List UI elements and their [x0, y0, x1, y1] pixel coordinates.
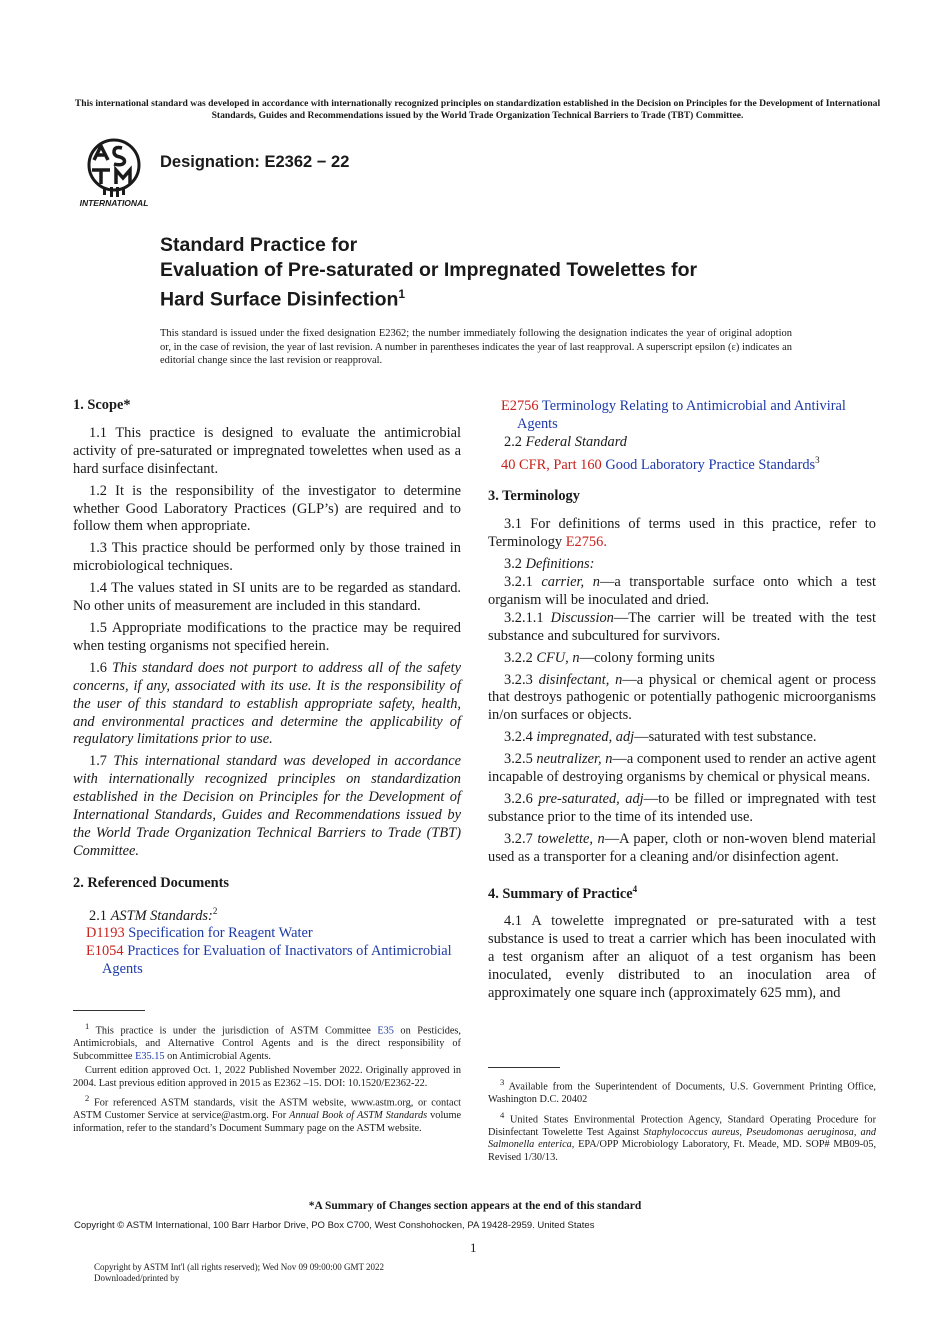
def-text: —a component used to render an active agent incapable of destroying organisms by chemical or physical means.	[488, 751, 877, 786]
footnote-2	[73, 1092, 461, 1135]
footnote-2-mark: 2	[85, 1093, 90, 1104]
ref-code[interactable]: 40 CFR, Part 160	[501, 456, 602, 473]
para-1-1: 1.1 This practice is designed to evaluate the antimicrobial activity of pre-saturated or impregnated towelettes when used as a hard surface disinfectant.	[73, 424, 461, 477]
title-line-1: Standard Practice for	[160, 234, 358, 256]
def-term: towelette, n	[537, 830, 605, 847]
footnote-3-text: Available from the Superintendent of Documents, U.S. Government Printing Office, Washington D.C. 20402	[488, 1081, 877, 1106]
def-text: —A paper, cloth or non-woven blend material used as a transporter for a cleaning and/or disinfection agent.	[488, 830, 876, 865]
title-line-3	[160, 282, 860, 312]
para-3-2-2	[488, 650, 876, 668]
def-number: 3.2.2	[504, 649, 533, 666]
ref-sup: 3	[815, 454, 820, 465]
page-number: 1	[470, 1240, 477, 1255]
footnote-2-text-b: volume information, refer to the standard’s Document Summary page on the ASTM website.	[73, 1110, 462, 1134]
footnote-2-italic: Annual Book of ASTM Standards	[289, 1110, 428, 1122]
title-line-2: Evaluation of Pre-saturated or Impregnated Towelettes for	[160, 258, 698, 281]
def-number: 3.2.7	[504, 830, 533, 847]
footnote-4	[488, 1109, 876, 1165]
para-2-2-text: Federal Standard	[525, 433, 627, 450]
left-footnotes	[73, 1020, 461, 1138]
para-2-1-text: ASTM Standards:	[110, 907, 213, 924]
def-term: carrier, n	[541, 574, 600, 591]
para-2-2	[488, 434, 876, 452]
ref-title[interactable]: Good Laboratory Practice Standards	[605, 456, 816, 473]
para-2-1-number: 2.1	[89, 907, 107, 924]
def-number: 3.2.1	[504, 574, 533, 591]
footnote-1	[73, 1020, 461, 1063]
reference-e2756[interactable]	[488, 398, 876, 434]
ref-code[interactable]: E2756	[501, 398, 539, 414]
footnote-4-text-b: EPA/OPP Microbiology Laboratory, Ft. Meade, MD. SOP# MB09-05, Revised 1/30/13.	[488, 1139, 877, 1163]
def-number: 3.2.3	[504, 671, 533, 688]
para-3-2	[488, 556, 876, 574]
para-4-1: 4.1 A towelette impregnated or pre-saturated with a test substance is used to treat a carrier which has been inoculated with a test organism after an aliquot of a test organism has been inoculated, evenly distributed to an inoculation area of approximately one square inch (approximately 625 mm), and	[488, 913, 876, 1001]
def-text: —a transportable surface onto which a test organism will be inoculated and dried.	[488, 574, 876, 608]
footnote-1-text-a: This practice is under the jurisdiction of ASTM Committee	[95, 1025, 371, 1037]
def-term: pre-saturated, adj	[538, 791, 644, 808]
footnote-link-e35[interactable]: E35	[377, 1025, 394, 1037]
ref-code[interactable]: E1054	[86, 943, 124, 960]
footnote-3-mark: 3	[500, 1077, 505, 1087]
page-title	[160, 233, 860, 312]
ref-code[interactable]: D1193	[86, 925, 125, 942]
para-3-2-text: Definitions:	[525, 556, 595, 573]
footnote-4-mark: 4	[500, 1109, 505, 1120]
section-2-heading: 2. Referenced Documents	[73, 874, 229, 891]
footnote-2-text-a: For referenced ASTM standards, visit the ASTM website, www.astm.org, or contact ASTM Customer Service at service@astm.org. For	[73, 1097, 462, 1122]
para-3-2-1-1	[488, 610, 876, 646]
def-term: Discussion	[550, 609, 614, 626]
def-text: —a physical or chemical agent or process that destroys pathogenic or potentially pathogenic microorganisms in/on surfaces or objects.	[488, 671, 876, 724]
download-notice	[94, 1262, 384, 1284]
footnote-1-text-b: on Pesticides, Antimicrobials, and Alternative Control Agents and is the direct responsibility of Subcommittee	[73, 1025, 461, 1062]
para-3-1	[488, 516, 876, 552]
def-text: —colony forming units	[579, 649, 715, 666]
para-1-6-text: This standard does not purport to address all of the safety concerns, if any, associated with its use. It is the responsibility of the user of this standard to establish appropriate safety, health, and environmental practices and determine the applicability of regulatory limitations prior to use.	[73, 659, 461, 748]
summary-of-changes-note: *A Summary of Changes section appears at the end of this standard	[308, 1200, 642, 1212]
title-line-3-text: Hard Surface Disinfection	[160, 288, 399, 311]
para-1-7-number: 1.7	[89, 753, 107, 770]
para-1-5: 1.5 Appropriate modifications to the practice may be required when testing organisms not specified herein.	[73, 619, 461, 654]
para-1-4: 1.4 The values stated in SI units are to be regarded as standard. No other units of measurement are included in this standard.	[73, 580, 461, 615]
def-number: 3.2.4	[504, 729, 533, 746]
para-1-6-number: 1.6	[89, 659, 107, 676]
footnote-separator-right	[488, 1067, 560, 1068]
title-footnote-mark: 1	[398, 287, 406, 301]
footnote-4-italic: Staphylococcus aureus, Pseudomonas aeruginosa, and Salmonella enterica,	[488, 1126, 876, 1151]
para-2-2-number: 2.2	[504, 433, 522, 450]
para-2-1	[73, 903, 461, 926]
def-text: —saturated with test substance.	[634, 729, 817, 746]
para-1-6	[73, 660, 461, 750]
def-term: CFU, n	[536, 649, 580, 666]
reference-e1054[interactable]	[73, 943, 461, 979]
footnote-3	[488, 1076, 876, 1107]
def-text: —The carrier will be treated with the test substance and subcultured for survivors.	[488, 609, 876, 644]
section-4-sup: 4	[632, 883, 638, 894]
ref-title[interactable]: Practices for Evaluation of Inactivators of Antimicrobial Agents	[102, 943, 452, 978]
para-3-2-3	[488, 672, 876, 726]
section-1-heading: 1. Scope*	[73, 397, 131, 413]
para-1-7	[73, 753, 461, 860]
footnote-1-edition: Current edition approved Oct. 1, 2022 Published November 2022. Originally approved in 2004. Last previous edition approved in 2015 as E2362 –15. DOI: 10.1520/E2362-22.	[73, 1065, 461, 1089]
para-1-3: 1.3 This practice should be performed only by those trained in microbiological techniques.	[73, 540, 461, 575]
copyright-line: Copyright © ASTM International, 100 Barr Harbor Drive, PO Box C700, West Conshohocken, PA 19428-2959. United States	[74, 1220, 595, 1231]
astm-logo	[74, 138, 154, 210]
para-3-1-text: 3.1 For definitions of terms used in this practice, refer to Terminology	[488, 516, 876, 551]
ref-title[interactable]: Specification for Reagent Water	[128, 925, 313, 942]
footnote-1-text-c: on Antimicrobial Agents.	[167, 1050, 271, 1062]
para-3-2-number: 3.2	[504, 556, 522, 573]
footnote-link-e35-15[interactable]: E35.15	[135, 1050, 165, 1062]
footnote-4-text-a: United States Environmental Protection Agency, Standard Operating Procedure for Disinfectant Towelette Test Against	[488, 1114, 876, 1138]
top-notice: This international standard was developed in accordance with internationally recognized principles on standardization established in the Decision on Principles for the Development of International Standards, Guides and Recommendations issued by the World Trade Organization Technical Barriers to Trade (TBT) Committee.	[74, 98, 881, 121]
def-number: 3.2.5	[504, 751, 533, 768]
para-3-2-4	[488, 729, 876, 747]
def-number: 3.2.6	[504, 791, 533, 808]
astm-logo-icon	[74, 138, 154, 210]
def-term: neutralizer, n	[536, 751, 613, 768]
download-line-1: Copyright by ASTM Int'l (all rights reserved); Wed Nov 09 09:00:00 GMT 2022	[94, 1262, 385, 1272]
footnote-separator-left	[73, 1010, 145, 1011]
def-term: disinfectant, n	[538, 671, 623, 688]
para-3-2-7	[488, 831, 876, 867]
para-3-2-1	[488, 574, 876, 610]
reference-d1193[interactable]	[73, 925, 461, 943]
para-1-7-text: This international standard was developed in accordance with internationally recognized principles on standardization established in the Decision on Principles for the Development of International Standards, Guides and Recommendations issued by the World Trade Organization Technical Barriers to Trade (TBT) Committee.	[73, 753, 461, 859]
link-e2756[interactable]: E2756.	[565, 534, 607, 551]
para-3-2-5	[488, 751, 876, 787]
right-column	[488, 398, 876, 1007]
reference-40cfr160[interactable]	[488, 452, 876, 475]
para-3-2-6	[488, 791, 876, 827]
section-3-heading: 3. Terminology	[488, 488, 580, 505]
download-line-2: Downloaded/printed by	[94, 1273, 180, 1283]
def-text: —to be filled or impregnated with test substance prior to the time of its intended use.	[488, 791, 876, 825]
logo-text: INTERNATIONAL	[79, 198, 149, 208]
left-column	[73, 397, 461, 979]
section-4-heading	[488, 881, 876, 904]
footnote-1-mark: 1	[85, 1021, 90, 1031]
para-2-1-sup: 2	[212, 905, 218, 916]
issue-note: This standard is issued under the fixed designation E2362; the number immediately following the designation indicates the year of original adoption or, in the case of revision, the year of last revision. A number in parentheses indicates the year of last reapproval. A superscript epsilon (ε) indicates an editorial change since the last revision or reapproval.	[160, 328, 792, 366]
right-footnotes	[488, 1076, 876, 1166]
ref-title[interactable]: Terminology Relating to Antimicrobial and Antiviral Agents	[517, 398, 846, 432]
def-term: impregnated, adj	[536, 729, 635, 746]
para-1-2: 1.2 It is the responsibility of the investigator to determine whether Good Laboratory Practices (GLP’s) are required and to follow them when appropriate.	[73, 482, 461, 535]
def-number: 3.2.1.1	[504, 609, 544, 626]
section-4-title: 4. Summary of Practice	[488, 885, 633, 902]
designation: Designation: E2362 − 22	[160, 153, 350, 171]
